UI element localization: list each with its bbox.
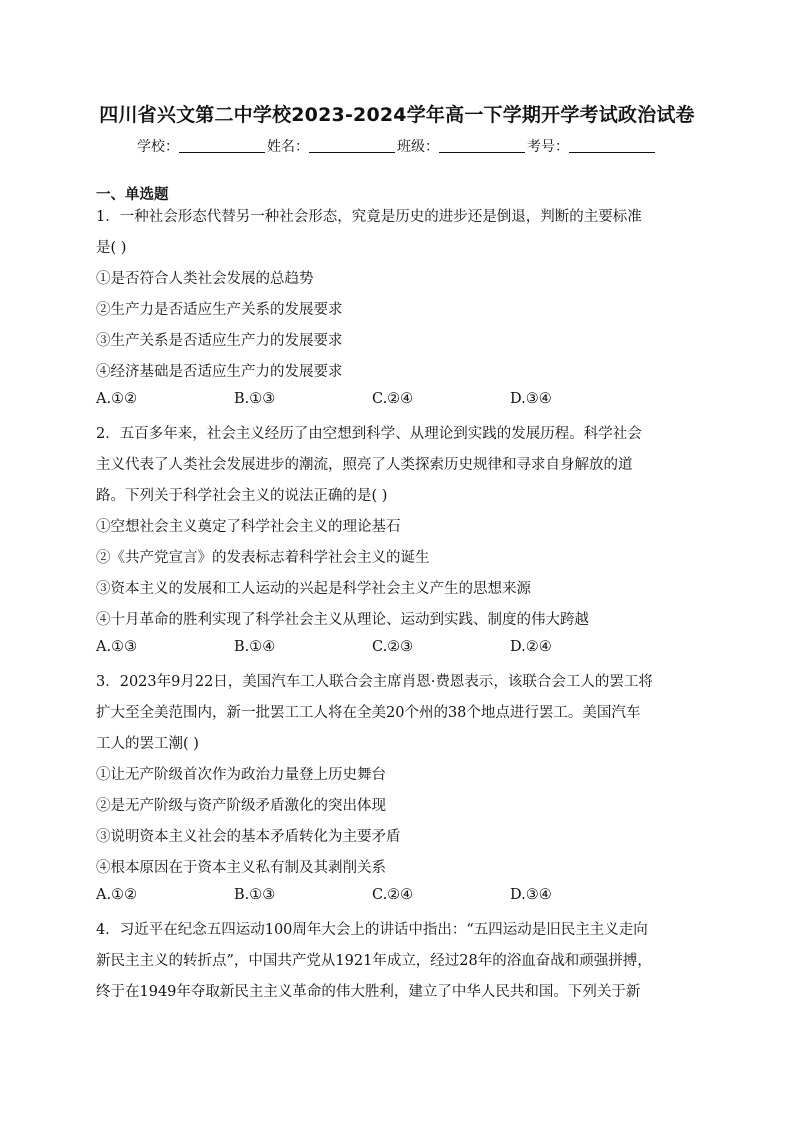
question-1-option-d[interactable]: D.③④	[510, 391, 552, 407]
question-3-option-d[interactable]: D.③④	[510, 887, 552, 903]
question-1-item-1: ①是否符合人类社会发展的总趋势	[96, 271, 314, 287]
question-1-option-b[interactable]: B.①③	[234, 391, 276, 407]
question-3-option-a[interactable]: A.①②	[96, 887, 138, 903]
school-field	[137, 136, 267, 156]
question-2-option-d[interactable]: D.②④	[510, 639, 552, 655]
name-field	[267, 136, 397, 156]
question-1-item-2: ②生产力是否适应生产关系的发展要求	[96, 302, 343, 318]
school-label: 学校：	[137, 139, 179, 155]
question-3-item-1: ①让无产阶级首次作为政治力量登上历史舞台	[96, 767, 386, 783]
question-1-item-3: ③生产关系是否适应生产力的发展要求	[96, 333, 343, 349]
school-blank	[179, 138, 265, 153]
question-3-item-2: ②是无产阶级与资产阶级矛盾激化的突出体现	[96, 798, 386, 814]
question-3-option-c[interactable]: C.②④	[372, 887, 414, 903]
question-2-item-2: ②《共产党宣言》的发表标志着科学社会主义的诞生	[96, 550, 430, 566]
exam-number-field	[527, 136, 657, 156]
question-1-stem-line-1: 1．一种社会形态代替另一种社会形态，究竟是历史的进步还是倒退，判断的主要标准	[96, 209, 642, 225]
question-3-item-3: ③说明资本主义社会的基本矛盾转化为主要矛盾	[96, 829, 401, 845]
question-2-item-3: ③资本主义的发展和工人运动的兴起是科学社会主义产生的思想来源	[96, 581, 531, 597]
section-title: 一、单选题	[96, 187, 169, 203]
question-3-stem-line-3: 工人的罢工潮( )	[96, 736, 199, 752]
question-2-item-4: ④十月革命的胜利实现了科学社会主义从理论、运动到实践、制度的伟大跨越	[96, 612, 589, 628]
exam-number-blank	[569, 138, 655, 153]
question-2-stem-line-3: 路。下列关于科学社会主义的说法正确的是( )	[96, 488, 388, 504]
question-4-stem-line-3: 终于在1949年夺取新民主主义革命的伟大胜利，建立了中华人民共和国。下列关于新	[96, 984, 641, 1000]
question-2-option-b[interactable]: B.①④	[234, 639, 276, 655]
class-blank	[439, 138, 525, 153]
question-1-item-4: ④经济基础是否适应生产力的发展要求	[96, 364, 343, 380]
name-blank	[309, 138, 395, 153]
name-label: 姓名：	[267, 139, 309, 155]
question-3-stem-line-2: 扩大至全美范围内，新一批罢工工人将在全美20个州的38个地点进行罢工。美国汽车	[96, 705, 641, 721]
class-label: 班级：	[397, 139, 439, 155]
question-2-stem-line-2: 主义代表了人类社会发展进步的潮流，照亮了人类探索历史规律和寻求自身解放的道	[96, 457, 633, 473]
question-3-item-4: ④根本原因在于资本主义私有制及其剥削关系	[96, 860, 386, 876]
exam-title: 四川省兴文第二中学校2023-2024学年高一下学期开学考试政治试卷	[99, 104, 695, 126]
student-info-row	[0, 136, 794, 156]
question-3-stem-line-1: 3．2023年9月22日，美国汽车工人联合会主席肖恩·费恩表示，该联合会工人的罢工将	[96, 674, 653, 690]
question-2-option-a[interactable]: A.①③	[96, 639, 138, 655]
question-2-stem-line-1: 2．五百多年来，社会主义经历了由空想到科学、从理论到实践的发展历程。科学社会	[96, 426, 642, 442]
question-3-option-b[interactable]: B.①③	[234, 887, 276, 903]
question-1-option-a[interactable]: A.①②	[96, 391, 138, 407]
question-2-item-1: ①空想社会主义奠定了科学社会主义的理论基石	[96, 519, 401, 535]
question-1-option-c[interactable]: C.②④	[372, 391, 414, 407]
exam-number-label: 考号：	[527, 139, 569, 155]
question-2-option-c[interactable]: C.②③	[372, 639, 414, 655]
question-1-stem-line-2: 是( )	[96, 240, 127, 256]
class-field	[397, 136, 527, 156]
question-4-stem-line-1: 4．习近平在纪念五四运动100周年大会上的讲话中指出：“五四运动是旧民主主义走向	[96, 922, 648, 938]
question-4-stem-line-2: 新民主主义的转折点”，中国共产党从1921年成立，经过28年的浴血奋战和顽强拼搏，	[96, 953, 652, 969]
